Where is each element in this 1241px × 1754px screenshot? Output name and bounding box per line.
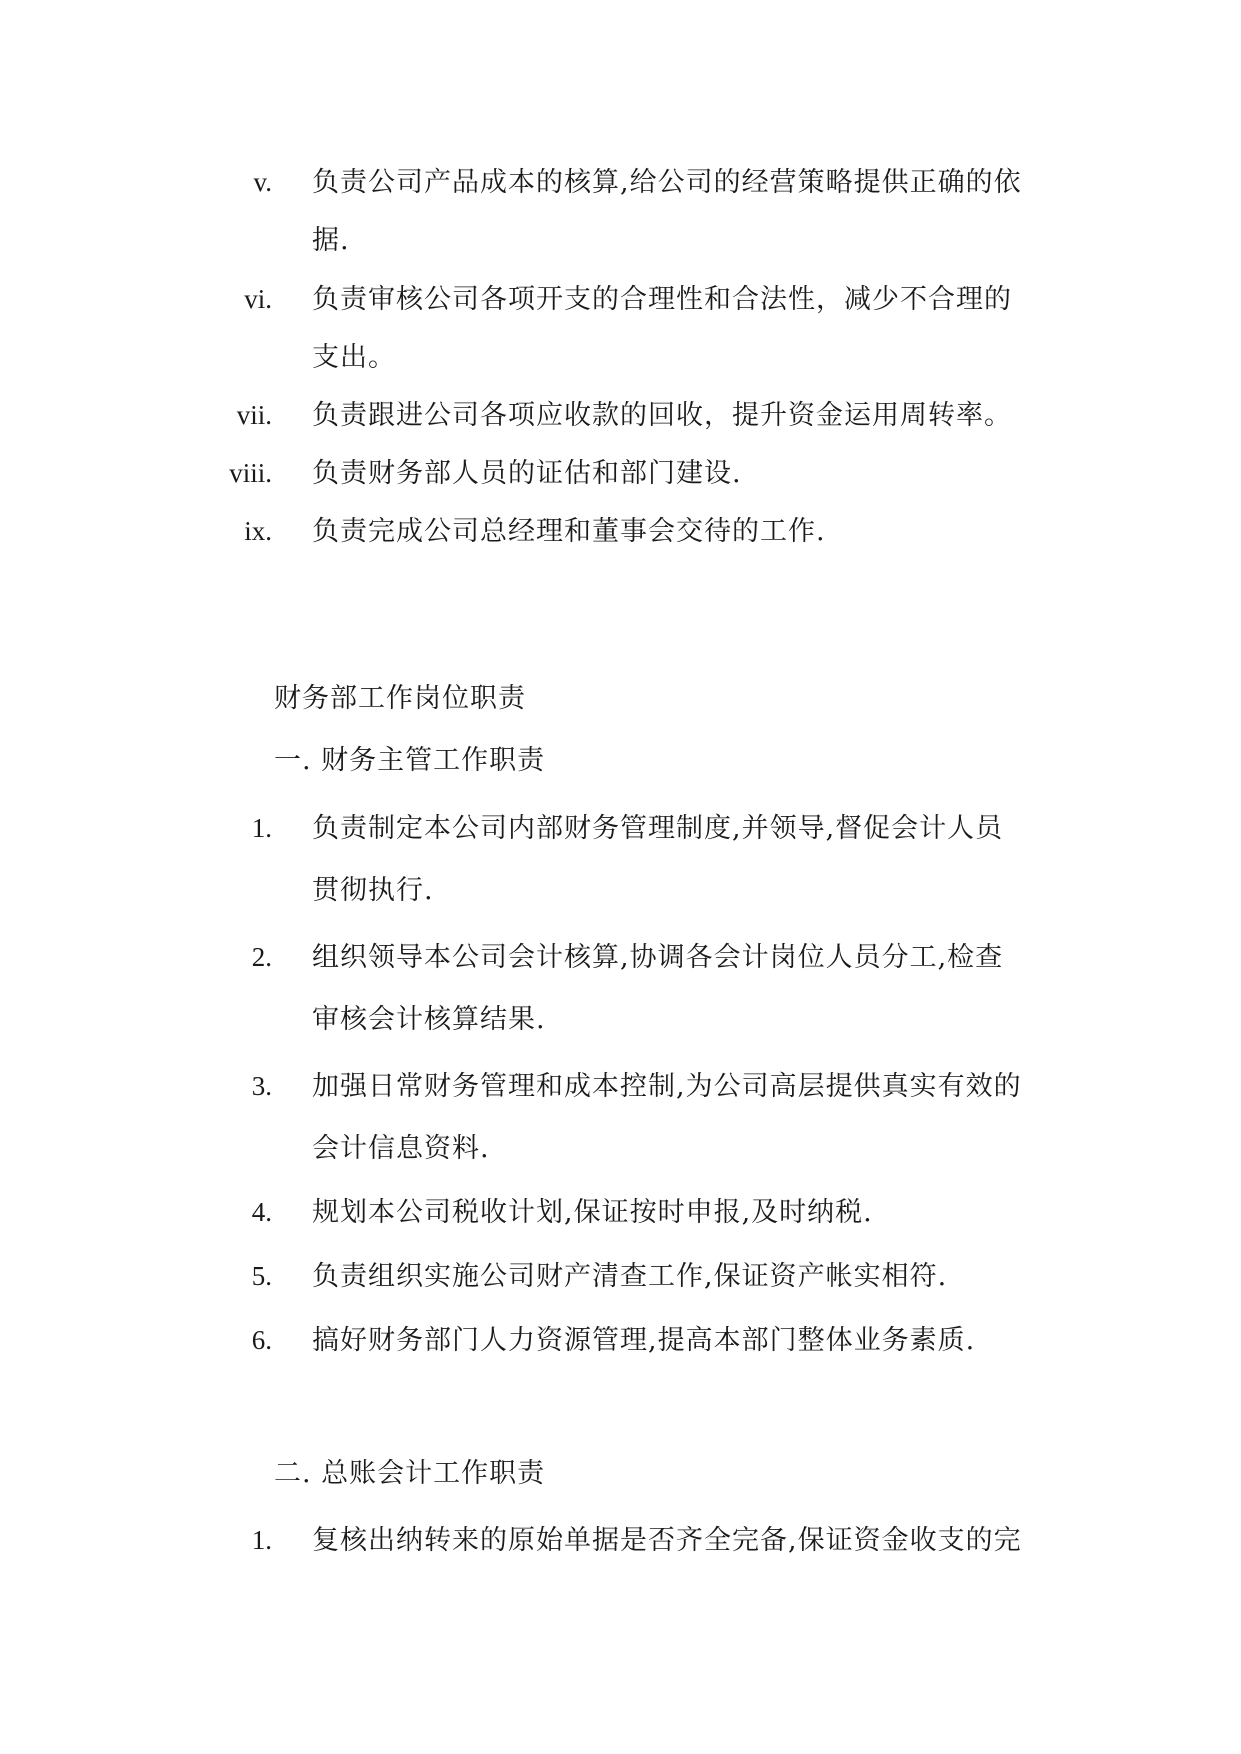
list-item-continuation: 支出。 xyxy=(312,342,396,373)
list-marker: vii. xyxy=(236,400,272,430)
section-heading: 一. 财务主管工作职责 xyxy=(274,745,546,776)
list-item-text: 负责组织实施公司财产清查工作,保证资产帐实相符. xyxy=(312,1261,948,1292)
list-item xyxy=(0,383,1241,448)
list-marker: 3. xyxy=(251,1071,272,1101)
list-marker: ix. xyxy=(244,516,272,546)
list-item-text: 规划本公司税收计划,保证按时申报,及时纳税. xyxy=(312,1197,873,1228)
list-marker: 6. xyxy=(251,1325,272,1355)
list-item xyxy=(0,1244,1241,1309)
list-item-text: 组织领导本公司会计核算,协调各会计岗位人员分工,检查 xyxy=(312,942,1004,973)
list-item xyxy=(0,499,1241,564)
list-marker: 1. xyxy=(251,1525,272,1555)
list-marker: vi. xyxy=(244,284,272,314)
list-item xyxy=(0,441,1241,506)
list-item xyxy=(0,1508,1241,1573)
section-heading: 二. 总账会计工作职责 xyxy=(274,1458,546,1489)
list-marker: 1. xyxy=(251,813,272,843)
list-marker: v. xyxy=(253,167,272,197)
list-item xyxy=(0,1180,1241,1245)
list-item-text: 加强日常财务管理和成本控制,为公司高层提供真实有效的 xyxy=(312,1071,1022,1102)
list-item-text: 负责财务部人员的证估和部门建设. xyxy=(312,458,742,489)
list-item xyxy=(0,150,1241,215)
list-item xyxy=(0,1308,1241,1373)
list-marker: viii. xyxy=(229,458,272,488)
list-item-text: 负责完成公司总经理和董事会交待的工作. xyxy=(312,516,826,547)
section-title: 财务部工作岗位职责 xyxy=(274,683,526,714)
list-item-text: 搞好财务部门人力资源管理,提高本部门整体业务素质. xyxy=(312,1325,976,1356)
list-marker: 2. xyxy=(251,942,272,972)
list-item-text: 负责跟进公司各项应收款的回收，提升资金运用周转率。 xyxy=(312,400,1012,431)
list-item xyxy=(0,796,1241,861)
list-item-text: 负责制定本公司内部财务管理制度,并领导,督促会计人员 xyxy=(312,813,1004,844)
list-item xyxy=(0,1054,1241,1119)
list-item-text: 负责审核公司各项开支的合理性和合法性，减少不合理的 xyxy=(312,284,1012,315)
list-item xyxy=(0,925,1241,990)
list-marker: 5. xyxy=(251,1261,272,1291)
list-item xyxy=(0,267,1241,332)
list-item-continuation: 会计信息资料. xyxy=(312,1133,490,1164)
list-item-continuation: 审核会计核算结果. xyxy=(312,1004,546,1035)
list-item-text: 负责公司产品成本的核算,给公司的经营策略提供正确的依 xyxy=(312,167,1022,198)
list-item-continuation: 贯彻执行. xyxy=(312,875,434,906)
list-item-text: 复核出纳转来的原始单据是否齐全完备,保证资金收支的完 xyxy=(312,1525,1022,1556)
list-marker: 4. xyxy=(251,1197,272,1227)
list-item-continuation: 据. xyxy=(312,225,350,256)
